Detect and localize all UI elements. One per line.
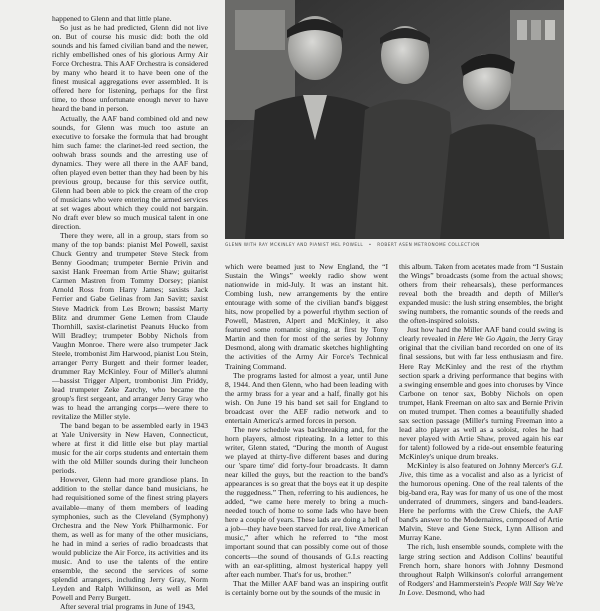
paragraph: The band began to be assembled early in 1943 at Yale University in New Haven, Connecticut, where at first it did little else but play martial music for the air corps students and entertain them with the old Miller sounds during their luncheon periods. — [52, 421, 208, 476]
paragraph: happened to Glenn and that little plane. — [52, 14, 172, 23]
paragraph: After several trial programs in June of 1943, — [60, 602, 195, 611]
paragraph: The rich, lush ensemble sounds, complete with the large string section and Addison Collins' beautiful French horn, share honors with Johnny Desmond throughout Ralph Wilkinson's colorful arrangement of Rodgers' and Hammerstein's People Will Say We're In Love. Desmond, who had — [399, 542, 563, 597]
paragraph: this album. Taken from acetates made from “I Sustain the Wings” broadcasts (some from the actual shows; others from their rehearsals), these performances reveal both the breadth and depth of Miller's expanded music: the lush string ensembles, the bright swing numbers, the romantic sounds of the reeds and the often-inspired soloists. — [399, 262, 563, 326]
paragraph: The programs lasted for almost a year, until June 8, 1944. And then Glenn, who had been leading with the army brass for a year and a half, finally got his wish. On June 19 his band set sail for England to broadcast over the AEF radio network and to entertain America's armed forces in person. — [225, 370, 388, 425]
paragraph: Just how hard the Miller AAF band could swing is clearly revealed in Here We Go Again, the Jerry Gray original that the civilian band recorded on one of its final sessions, but with far less enthusiasm and fire. Here Ray McKinley and the rest of the rhythm section spark a driving performance that begins with a swinging ensemble and goes into choruses by Vince Carbone on tenor sax, Bobby Nichols on open trumpet, Hank Freeman on alto sax and Bernie Privin on muted trumpet. Then comes a beautifully shaded sax section passage (Miller's turning Freeman into a lead alto player as well as a soloist, roles he had never played with Artie Shaw, proved again his ear for talent) followed by a ride-out ensemble featuring McKinley's unique drum breaks. — [399, 325, 563, 461]
paragraph: which were beamed just to New England, the “I Sustain the Wings” weekly radio show went nationwide in mid-July. It was an instant hit. Combing lush, new arrangements by the entire entourage with some of the civilian band's biggest hits, now propelled by a powerful rhythm section of Powell, Mastren, Alpert and McKinley, it also featured some romantic singing, at first by Tony Martin and then for most of the series by Johnny Desmond, along with dramatic sketches highlighting the activities of the Army Air Force's Technical Training Command. — [225, 262, 388, 371]
paragraph: McKinley is also featured on Johnny Mercer's G.I. Jive, this time as a vocalist and also as a lyricist of the humorous opening. One of the real talents of the big-band era, Ray was for many of us one of the most underrated of drummers, singers and band-leaders. Here he performs with the Crew Chiefs, the AAF band's answer to the Modernaires, composed of Artie Malvin, Steve and Gene Steck, Lynn Allison and Murray Kane. — [399, 461, 563, 543]
article-column-3 — [399, 262, 563, 597]
paragraph: So just as he had predicted, Glenn did not live on. But of course his music did: both the old sounds and his famed civilian band and the newer, richly embellished ones of his glorious Army Air Force Orchestra. This AAF Orchestra is considered by many who heard it to have been one of the finest musical aggregations ever assembled. It is offered here for listening, perhaps for the first time, to those unfortunate enough never to have heard the band in person. — [52, 23, 208, 114]
article-column-2 — [225, 262, 388, 597]
paragraph: That the Miller AAF band was an inspiring outfit is certainly borne out by the sounds of the music in — [225, 578, 388, 597]
caption-text: GLENN WITH RAY MCKINLEY AND PIANIST MEL POWELL — [225, 242, 364, 247]
paragraph: There they were, all in a group, stars from so many of the top bands: pianist Mel Powell, saxist Chuck Gentry and trumpeter Steve Steck from Benny Goodman; trumpeter Bernie Privin and saxist Hank Freeman from Artie Shaw; guitarist Carmen Mastren from Tommy Dorsey; pianist Arnold Ross from Harry James; saxists Jack Ferrier and Gabe Gelinas from Jan Savitt; saxist Steve Madrick from Les Brown; bassist Marty Blitz and drummer Gene Lemen from Claude Thornhill, saxist-clarinetist Peanuts Hucko from Will Bradley; trumpeter Bobby Nichols from Vaughn Monroe. There were also trumpeter Jack Steele, trombonist Jim Harwood, pianist Lou Stein, arranger Perry Burgett and their former leader, drummer Ray McKinley. Four of Miller's alumni—bassist Trigger Alpert, trombonist Jim Priddy, lead trumpeter Zeke Zarchy, who became the group's first sergeant, and arranger Jerry Gray who was to head the arranging corps—were there to revitalize the Miller style. — [52, 231, 208, 422]
photo-illustration — [225, 0, 564, 239]
photo-caption: GLENN WITH RAY MCKINLEY AND PIANIST MEL POWELL • ROBERT ASEN METRONOME COLLECTION — [225, 242, 480, 247]
paragraph: However, Glenn had more grandiose plans. In addition to the stellar dance band musicians, he had requisitioned some of the finest string players available—many of them members of leading symphonies, such as the Cleveland (Symphony) Orchestra and the New York Philharmonic. For them, as well as for many of the other musicians, he had in mind a series of radio broadcasts that would publicize the Air Force, its activities and its music. And to use the talents of the entire ensemble, the second the services of some splendid arrangers, including Jerry Gray, Norm Leyden and Ralph Wilkinson, as well as Mel Powell and Perry Burgett. — [52, 475, 208, 602]
article-column-1 — [52, 14, 208, 611]
band-photo — [225, 0, 564, 239]
paragraph: Actually, the AAF band combined old and new sounds, for Glenn was much too astute an executive to forsake the formula that had brought him such fame: the clarinet-led reed section, the oohwah brass sounds and the arresting use of dynamics. They were all there in the AAF band, often played even better than they had been by his previous group, because for this service outfit, Glenn had been able to pick the cream of the crop of musicians who were entering the armed services at set wages about which they could not bargain. No draft ever blew so much musical talent in one direction. — [52, 113, 208, 232]
paragraph: The new schedule was backbreaking and, for the horn players, almost ripteating. In a letter to this writer, Glenn stated, “During the month of August we played at thirty-five different bases and during our 'spare time' did forty-four broadcasts. It damn near killed the guys, but the reaction to the band's appearances is so great that the boys eat it up despite the ruggedness.” Then, referring to his audiences, he added, “we came here merely to bring a much-needed touch of home to some lads who have been here a couple of years. These lads are doing a hell of a job—they have been starved for real, live American music,” after which he referred to “the most important sound that can possibly come out of those concerts—the sound of thousands of G.I.s reacting with an ear-splitting, almost hysterical happy yell after each number. That's for us, brother.” — [225, 424, 388, 579]
photo-credit: ROBERT ASEN METRONOME COLLECTION — [377, 242, 480, 247]
